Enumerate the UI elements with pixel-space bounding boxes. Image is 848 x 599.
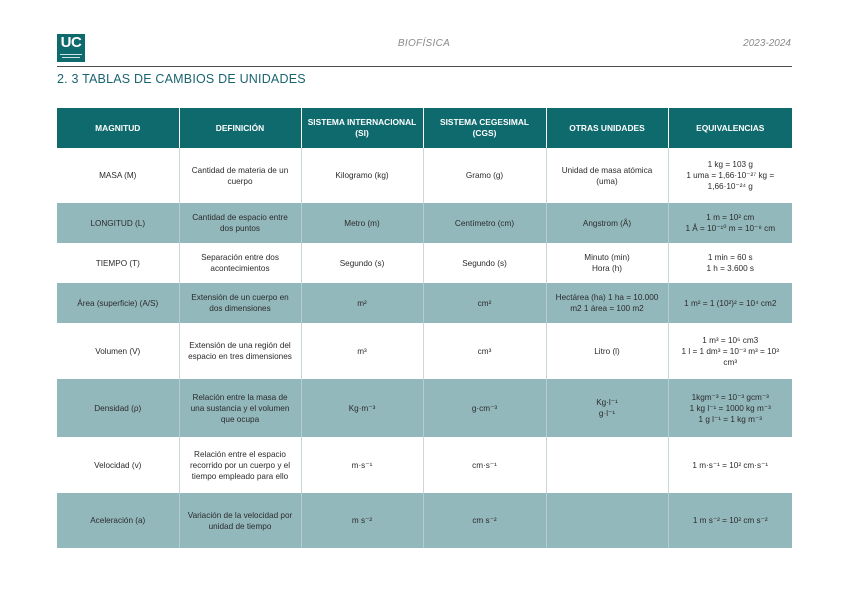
cell-equivalencias-line: 1 g l⁻¹ = 1 kg m⁻³ (698, 414, 762, 424)
column-header-equivalencias: EQUIVALENCIAS (668, 108, 792, 148)
cell-otras (546, 203, 668, 243)
cell-equivalencias-line: 1kgm⁻³ = 10⁻³ gcm⁻³ (691, 392, 769, 402)
cell-equivalencias-line: 1 uma = 1,66·10⁻²⁷ kg = (686, 171, 775, 180)
section-title: 2. 3 TABLAS DE CAMBIOS DE UNIDADES (57, 72, 306, 86)
cell-magnitud: MASA (M) (57, 148, 179, 203)
table-row (57, 203, 792, 243)
cell-cgs: cm s⁻² (423, 493, 546, 548)
cell-magnitud: LONGITUD (L) (57, 203, 179, 243)
unit-conversion-table (57, 108, 792, 548)
cell-otras-line: m2 1 área = 100 m2 (570, 304, 644, 313)
cell-otras-line: Hora (h) (591, 264, 623, 273)
cell-otras-line: g·l⁻¹ (598, 409, 616, 418)
cell-equivalencias-line: 1 m = 10² cm (706, 213, 755, 222)
cell-magnitud: TIEMPO (T) (57, 243, 179, 283)
cell-magnitud: Velocidad (v) (57, 437, 179, 493)
cell-otras (546, 437, 668, 493)
cell-magnitud: Volumen (V) (57, 323, 179, 379)
table-body (57, 148, 792, 548)
table-row (57, 323, 792, 379)
cell-si: m s⁻² (301, 493, 423, 548)
cell-otras-line: Hectárea (ha) 1 ha = 10.000 (555, 293, 659, 302)
cell-definicion: Extensión de un cuerpo en dos dimensiones (179, 283, 301, 323)
cell-equivalencias (668, 379, 792, 437)
header-year: 2023-2024 (743, 38, 791, 49)
cell-magnitud: Densidad (ρ) (57, 379, 179, 437)
cell-si: Kilogramo (kg) (301, 148, 423, 203)
cell-definicion: Relación entre la masa de una sustancia y el volumen que ocupa (179, 379, 301, 437)
header-subject: BIOFÍSICA (397, 38, 451, 49)
table-row (57, 148, 792, 203)
cell-equivalencias-line: cm³ (723, 357, 738, 367)
cell-magnitud: Área (superficie) (A/S) (57, 283, 179, 323)
cell-cgs: Segundo (s) (423, 243, 546, 283)
cell-equivalencias-line: 1 m·s⁻¹ = 10² cm·s⁻¹ (692, 460, 769, 470)
column-header-si: SISTEMA INTERNACIONAL (SI) (301, 108, 423, 148)
cell-otras-line: (uma) (596, 176, 618, 186)
cell-equivalencias-line: 1 Å = 10⁻¹⁰ m = 10⁻⁸ cm (685, 224, 776, 233)
cell-equivalencias (668, 203, 792, 243)
column-header-definicion: DEFINICIÓN (179, 108, 301, 148)
header-divider (57, 66, 792, 67)
cell-cgs: cm² (423, 283, 546, 323)
cell-si: Kg·m⁻³ (301, 379, 423, 437)
cell-si: Segundo (s) (301, 243, 423, 283)
logo-subline-icon (62, 57, 80, 58)
cell-otras-line: Minuto (min) (584, 253, 630, 262)
cell-si: m³ (301, 323, 423, 379)
cell-definicion: Cantidad de materia de un cuerpo (179, 148, 301, 203)
cell-equivalencias-line: 1 m² = 1 (10²)² = 10⁴ cm2 (684, 298, 777, 308)
table-row (57, 283, 792, 323)
cell-magnitud: Aceleración (a) (57, 493, 179, 548)
cell-equivalencias (668, 323, 792, 379)
cell-definicion: Cantidad de espacio entre dos puntos (179, 203, 301, 243)
cell-otras-line: Litro (l) (594, 346, 620, 356)
cell-si: Metro (m) (301, 203, 423, 243)
table-header-row (57, 108, 792, 148)
cell-equivalencias (668, 283, 792, 323)
cell-equivalencias-line: 1 min = 60 s (707, 253, 753, 262)
cell-definicion: Extensión de una región del espacio en tres dimensiones (179, 323, 301, 379)
cell-otras (546, 493, 668, 548)
cell-equivalencias-line: 1 kg = 103 g (707, 160, 753, 169)
cell-definicion: Variación de la velocidad por unidad de tiempo (179, 493, 301, 548)
cell-equivalencias (668, 148, 792, 203)
cell-otras (546, 323, 668, 379)
cell-otras (546, 379, 668, 437)
cell-equivalencias (668, 493, 792, 548)
cell-cgs: cm³ (423, 323, 546, 379)
cell-equivalencias (668, 243, 792, 283)
cell-si: m·s⁻¹ (301, 437, 423, 493)
cell-si: m² (301, 283, 423, 323)
table-row (57, 437, 792, 493)
table-row (57, 493, 792, 548)
cell-equivalencias (668, 437, 792, 493)
column-header-otras: OTRAS UNIDADES (546, 108, 668, 148)
cell-equivalencias-line: 1,66·10⁻²⁴ g (707, 182, 753, 191)
cell-otras (546, 243, 668, 283)
cell-otras-line: Angstrom (Å) (582, 218, 632, 228)
cell-cgs: g·cm⁻³ (423, 379, 546, 437)
cell-equivalencias-line: 1 m³ = 10⁶ cm3 (702, 335, 759, 345)
logo-text: UC (60, 34, 82, 51)
cell-cgs: Centímetro (cm) (423, 203, 546, 243)
cell-equivalencias-line: 1 l = 1 dm³ = 10⁻³ m³ = 10³ (681, 346, 779, 356)
cell-otras-line: Kg·l⁻¹ (596, 398, 618, 407)
cell-cgs: cm·s⁻¹ (423, 437, 546, 493)
cell-equivalencias-line: 1 h = 3.600 s (706, 264, 755, 273)
cell-definicion: Relación entre el espacio recorrido por un cuerpo y el tiempo empleado para ello (179, 437, 301, 493)
cell-equivalencias-line: 1 kg l⁻¹ = 1000 kg m⁻³ (689, 403, 771, 413)
table-row (57, 379, 792, 437)
column-header-cgs: SISTEMA CEGESIMAL (CGS) (423, 108, 546, 148)
cell-cgs: Gramo (g) (423, 148, 546, 203)
column-header-magnitud: MAGNITUD (57, 108, 179, 148)
table-row (57, 243, 792, 283)
logo-subline-icon (60, 54, 82, 55)
cell-otras (546, 283, 668, 323)
cell-otras (546, 148, 668, 203)
cell-definicion: Separación entre dos acontecimientos (179, 243, 301, 283)
cell-otras-line: Unidad de masa atómica (561, 165, 653, 175)
cell-equivalencias-line: 1 m s⁻² = 10² cm s⁻² (692, 516, 768, 525)
